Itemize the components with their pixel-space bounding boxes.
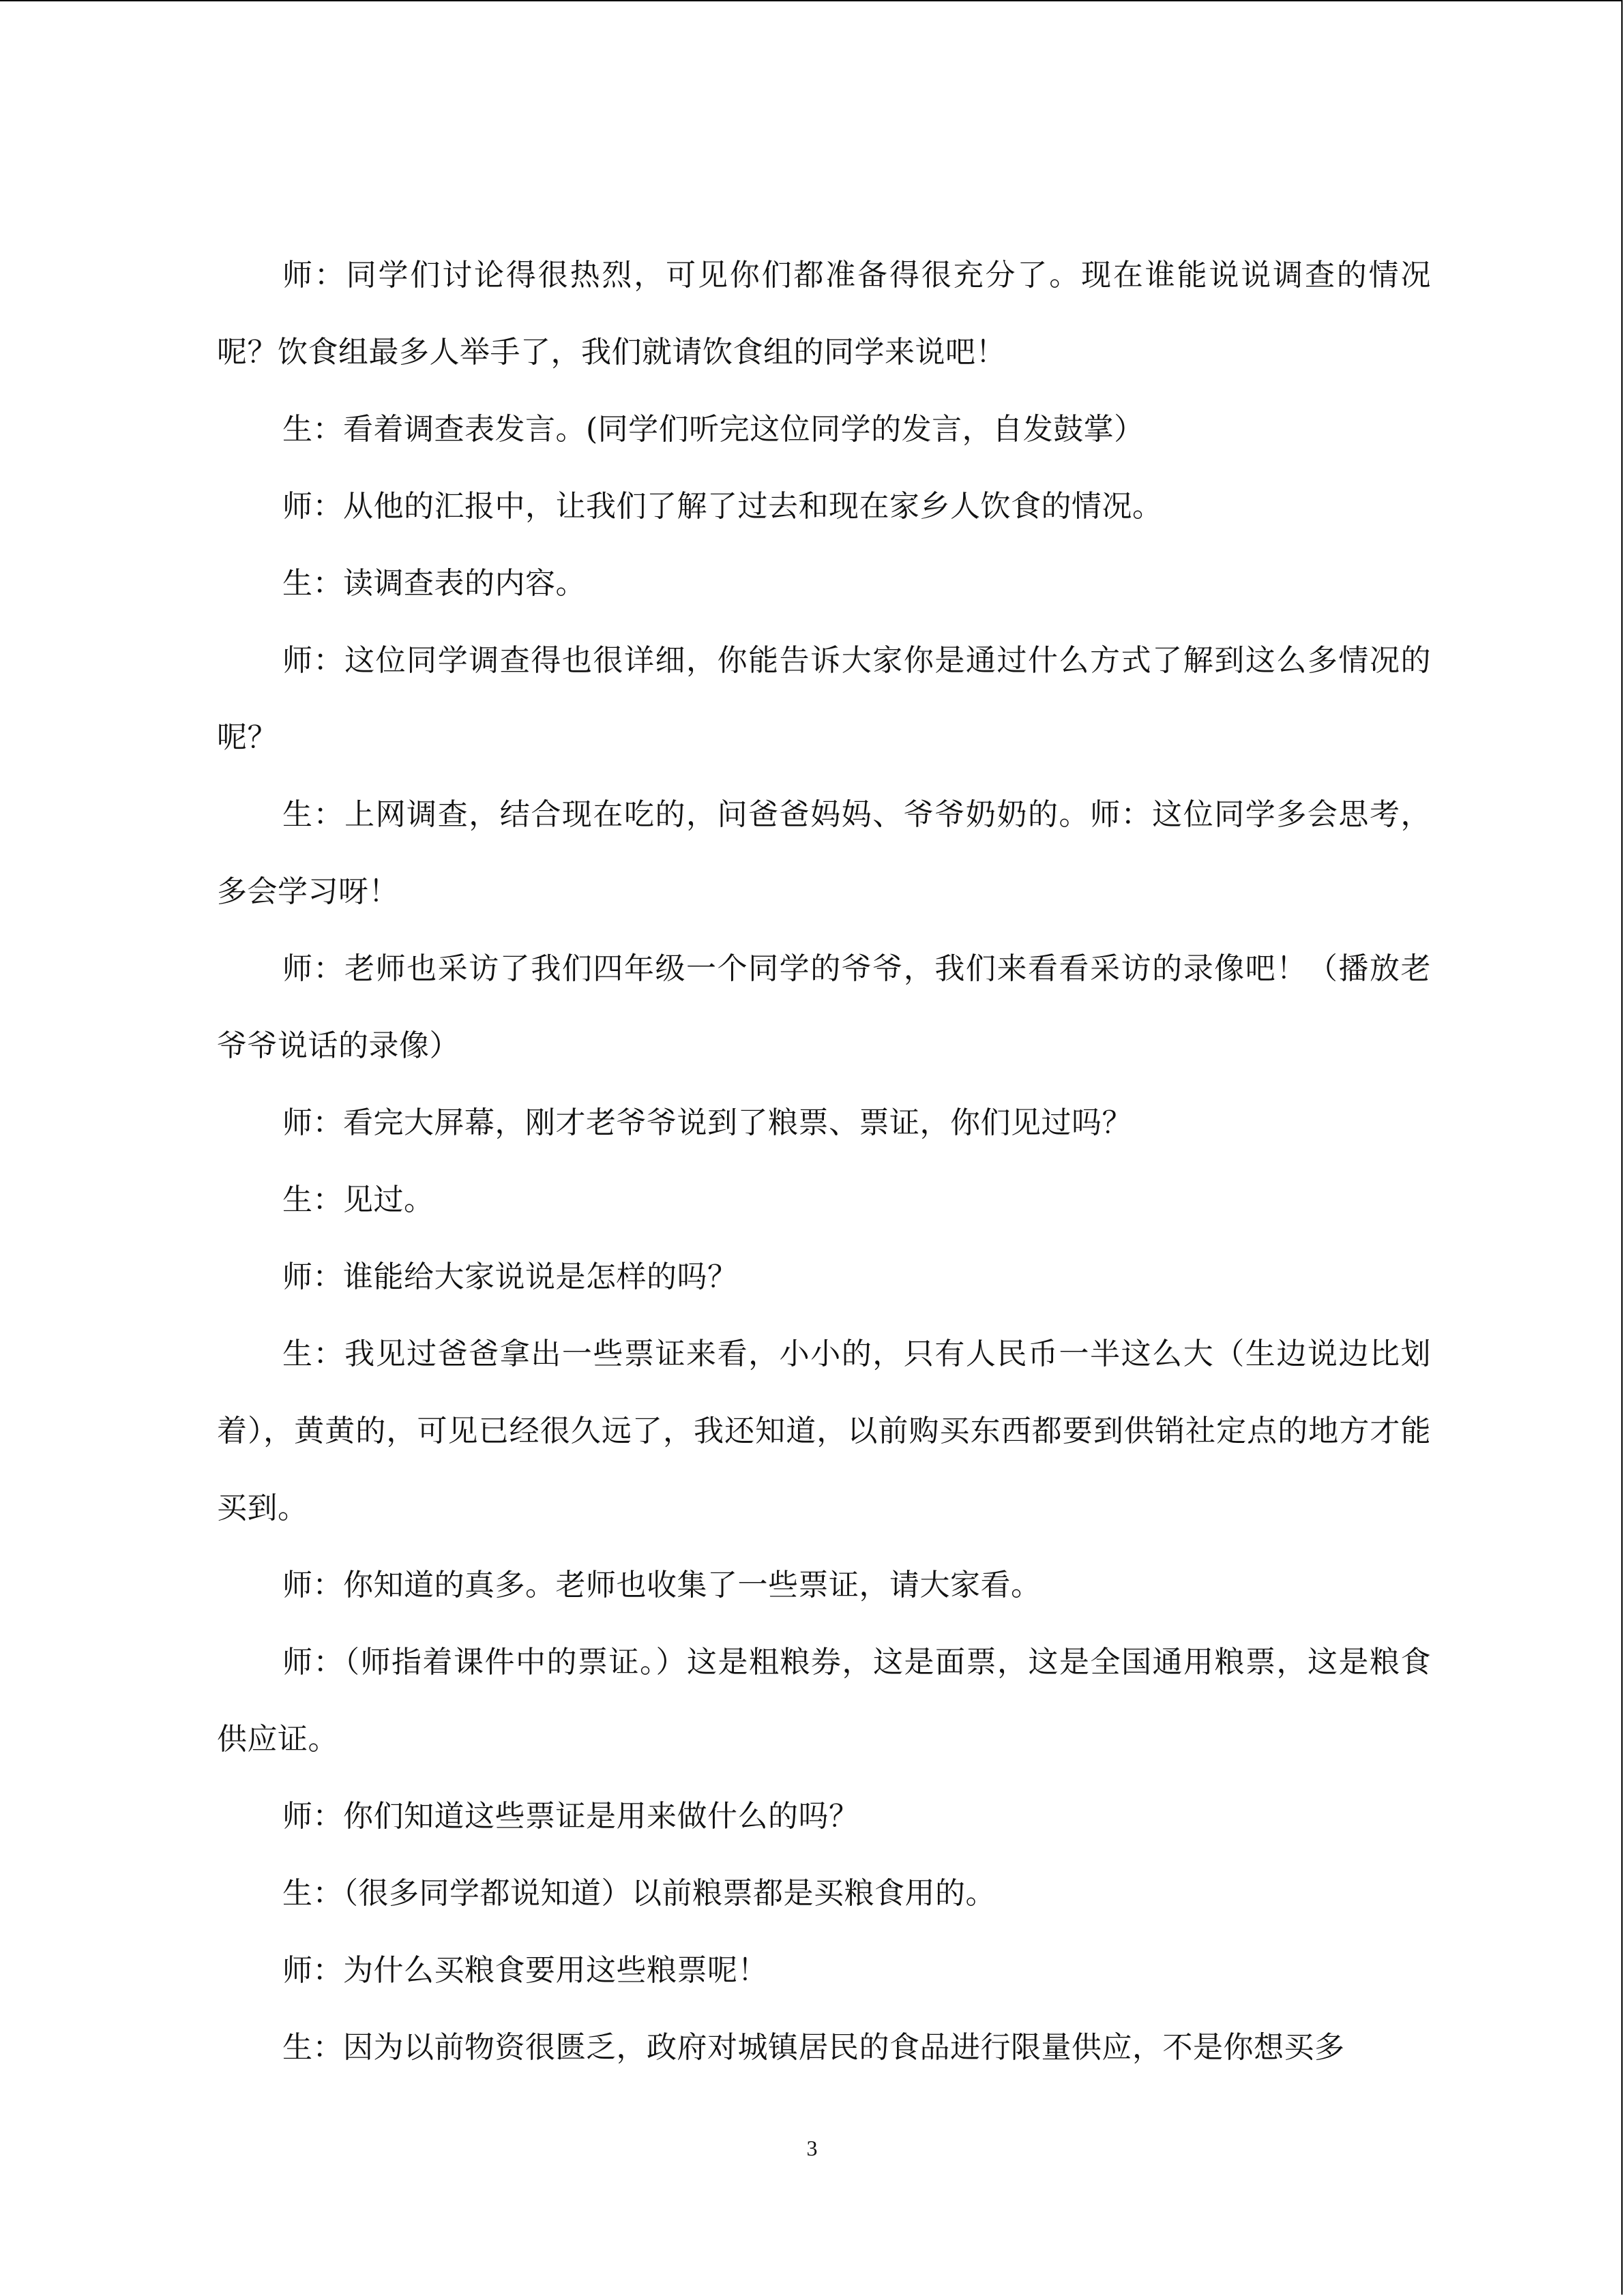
paragraph-13: 师：（师指着课件中的票证。）这是粗粮券，这是面票，这是全国通用粮票，这是粮食供应证。 <box>217 1645 1431 1757</box>
paragraph-4: 生：读调查表的内容。 <box>282 566 586 601</box>
paragraph-12: 师：你知道的真多。老师也收集了一些票证，请大家看。 <box>282 1568 1042 1602</box>
paragraph-1: 师：同学们讨论得很热烈，可见你们都准备得很充分了。现在谁能说说调查的情况呢？饮食组最多人举手了，我们就请饮食组的同学来说吧！ <box>217 258 1431 370</box>
paragraph-9: 生：见过。 <box>282 1182 434 1217</box>
paragraph-5: 师：这位同学调查得也很详细，你能告诉大家你是通过什么方式了解到这么多情况的呢？ <box>217 643 1431 755</box>
paragraph-15: 生：（很多同学都说知道）以前粮票都是买粮食用的。 <box>282 1876 996 1911</box>
paragraph-10: 师：谁能给大家说说是怎样的吗？ <box>282 1259 738 1294</box>
paragraph-3: 师：从他的汇报中，让我们了解了过去和现在家乡人饮食的情况。 <box>282 489 1163 524</box>
paragraph-6: 生：上网调查，结合现在吃的，问爸爸妈妈、爷爷奶奶的。师：这位同学多会思考，多会学习呀！ <box>217 797 1431 909</box>
paragraph-8: 师：看完大屏幕，刚才老爷爷说到了粮票、票证，你们见过吗？ <box>282 1105 1132 1140</box>
page-number: 3 <box>806 2136 818 2160</box>
paragraph-14: 师：你们知道这些票证是用来做什么的吗？ <box>282 1799 859 1834</box>
paragraph-17: 生：因为以前物资很匮乏，政府对城镇居民的食品进行限量供应，不是你想买多 <box>282 2030 1345 2065</box>
paragraph-16: 师：为什么买粮食要用这些粮票呢！ <box>282 1953 768 1988</box>
paragraph-2: 生：看着调查表发言。(同学们听完这位同学的发言，自发鼓掌） <box>282 412 1145 447</box>
document-body <box>217 237 1431 2086</box>
paragraph-11: 生：我见过爸爸拿出一些票证来看，小小的，只有人民币一半这么大（生边说边比划着），黄黄的，可见已经很久远了，我还知道，以前购买东西都要到供销社定点的地方才能买到。 <box>217 1337 1431 1525</box>
paragraph-7: 师：老师也采访了我们四年级一个同学的爷爷，我们来看看采访的录像吧！（播放老爷爷说话的录像） <box>217 951 1431 1063</box>
